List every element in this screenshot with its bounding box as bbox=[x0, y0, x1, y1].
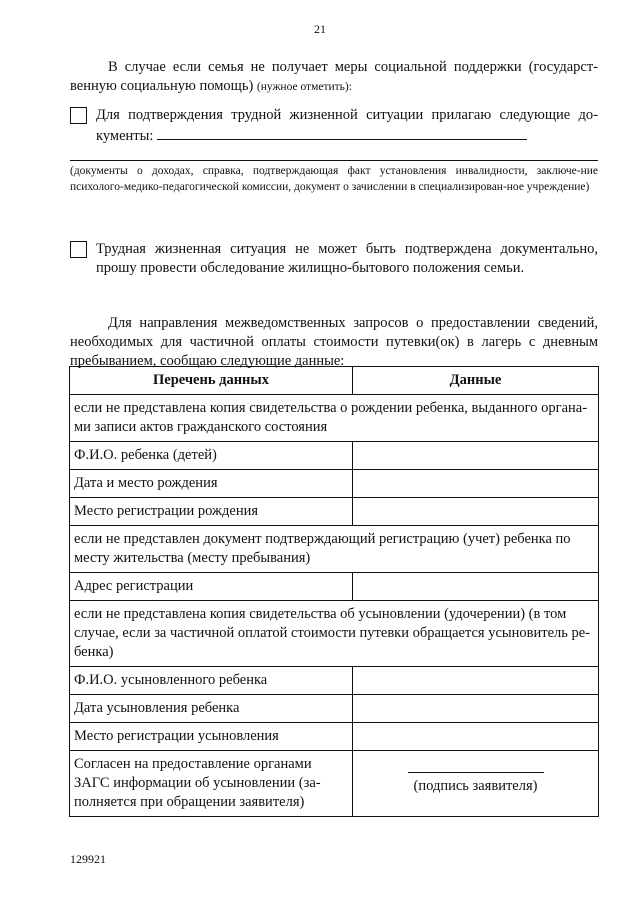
address-input[interactable] bbox=[353, 573, 599, 601]
table-row bbox=[70, 498, 599, 526]
table-row bbox=[70, 470, 599, 498]
field-label: Дата усыновления ребенка bbox=[70, 695, 353, 723]
option-inspection bbox=[70, 240, 598, 278]
adoption-registration-input[interactable] bbox=[353, 723, 599, 751]
intro-text: В случае если семья не получает меры социальной поддержки (государст-венную социальную помощь) bbox=[70, 59, 598, 94]
header-list: Перечень данных bbox=[70, 367, 353, 395]
field-label: Дата и место рождения bbox=[70, 470, 353, 498]
documents-second-line[interactable] bbox=[70, 160, 598, 161]
table-row bbox=[70, 695, 599, 723]
documents-fill-line[interactable] bbox=[157, 125, 527, 140]
adopted-child-name-input[interactable] bbox=[353, 667, 599, 695]
request-paragraph: Для направления межведомственных запросов о предоставлении сведений, необходимых для частичной оплаты стоимости путевки(ок) в лагерь с дневным пребыванием, сообщаю следующие данные: bbox=[70, 315, 598, 369]
table-row bbox=[70, 395, 599, 442]
table-row bbox=[70, 601, 599, 667]
intro-note: (нужное отметить): bbox=[256, 81, 352, 93]
field-label: Место регистрации усыновления bbox=[70, 723, 353, 751]
table-row bbox=[70, 723, 599, 751]
documents-note: (документы о доходах, справка, подтверждающая факт установления инвалидности, заключе-ние психолого-медико-педагогической комиссии, документ о зачислении в специализирован-ное учреждение) bbox=[70, 165, 598, 193]
option-documents bbox=[70, 106, 598, 146]
field-label: Адрес регистрации bbox=[70, 573, 353, 601]
child-name-input[interactable] bbox=[353, 442, 599, 470]
table-row bbox=[70, 667, 599, 695]
birth-registration-input[interactable] bbox=[353, 498, 599, 526]
intro-paragraph bbox=[70, 58, 598, 97]
table-row bbox=[70, 573, 599, 601]
documents-checkbox[interactable] bbox=[70, 107, 87, 124]
signature-caption: (подпись заявителя) bbox=[413, 777, 538, 794]
field-label: Ф.И.О. ребенка (детей) bbox=[70, 442, 353, 470]
section-residence: если не представлен документ подтверждающий регистрацию (учет) ребенка по месту жительства (месту пребывания) bbox=[70, 526, 599, 573]
table-row bbox=[70, 526, 599, 573]
footer-code: 129921 bbox=[70, 852, 106, 866]
page-number: 21 bbox=[314, 22, 326, 36]
table-header-row bbox=[70, 367, 599, 395]
header-data: Данные bbox=[353, 367, 599, 395]
consent-label: Согласен на предоставление органами ЗАГС информации об усыновлении (за-полняется при обращении заявителя) bbox=[70, 751, 353, 817]
section-adoption: если не представлена копия свидетельства об усыновлении (удочерении) (в том случае, если за частичной оплатой стоимости путевки обращается усыновитель ре-бенка) bbox=[70, 601, 599, 667]
signature-line[interactable] bbox=[408, 772, 544, 773]
signature-cell[interactable] bbox=[353, 751, 599, 817]
section-birth-certificate: если не представлена копия свидетельства о рождении ребенка, выданного органа-ми записи актов гражданского состояния bbox=[70, 395, 599, 442]
data-table bbox=[69, 366, 599, 817]
table-row bbox=[70, 751, 599, 817]
birth-date-place-input[interactable] bbox=[353, 470, 599, 498]
field-label: Место регистрации рождения bbox=[70, 498, 353, 526]
option-documents-text: Для подтверждения трудной жизненной ситуации прилагаю следующие до-кументы: bbox=[96, 107, 598, 144]
table-row bbox=[70, 442, 599, 470]
inspection-checkbox[interactable] bbox=[70, 241, 87, 258]
adoption-date-input[interactable] bbox=[353, 695, 599, 723]
field-label: Ф.И.О. усыновленного ребенка bbox=[70, 667, 353, 695]
option-inspection-text: Трудная жизненная ситуация не может быть подтверждена документально, прошу провести обследование жилищно-бытового положения семьи. bbox=[96, 241, 598, 276]
